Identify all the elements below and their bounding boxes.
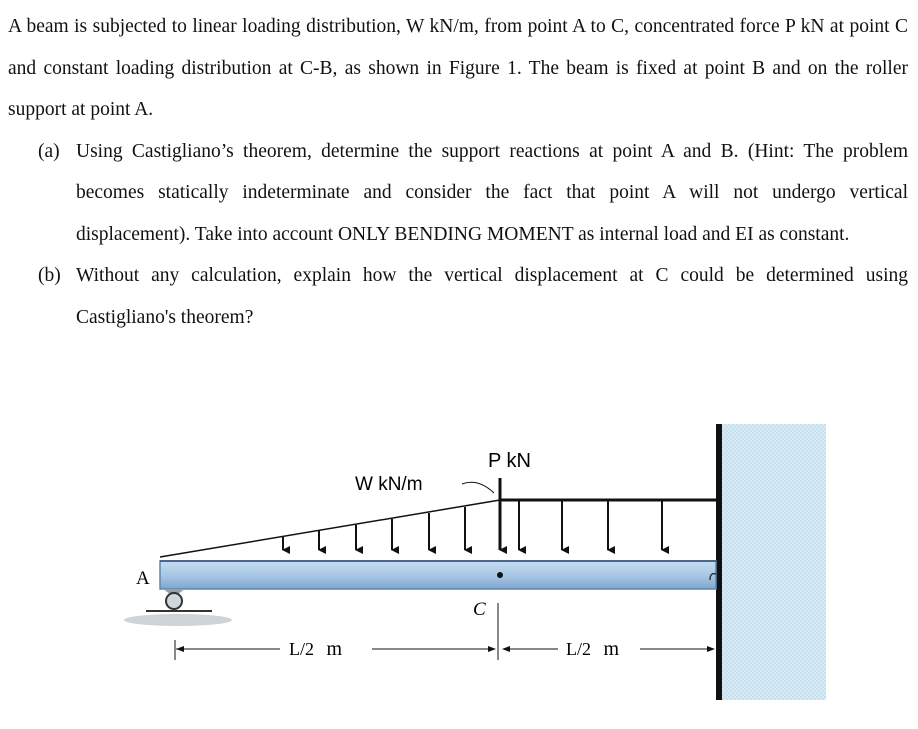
fixed-wall [722,424,826,700]
linear-load [160,478,716,557]
part-a-text: Using Castigliano’s theorem, determine the support reactions at point A and B. (Hint: The problem becomes statically indeterminate and consider the fact that point A will not undergo vertical displacement). Take into account ONLY BENDING MOMENT as internal load and EI as constant. [76,140,908,245]
part-b [8,255,908,338]
beam [160,561,716,589]
part-b-label: (b) [38,265,61,286]
load-arrows [283,500,662,550]
dim-left [289,638,343,660]
point-load-label: P kN [488,450,531,472]
point-c-dot [497,572,503,578]
part-b-text: Without any calculation, explain how the vertical displacement at C could be determined using Castigliano's theorem? [76,265,908,328]
dim-left-label: L/2 [289,639,314,659]
dimension-lines [175,640,712,660]
beam-figure [0,380,918,729]
part-a-label: (a) [38,140,60,162]
part-a [8,131,908,256]
dim-right [566,638,620,660]
roller-support-a [124,589,232,626]
problem-statement [8,6,908,338]
point-a-label: A [136,568,150,589]
dim-left-unit: m [326,638,343,660]
distributed-load-label: W kN/m [355,474,423,495]
dim-right-unit: m [603,638,620,660]
problem-intro: A beam is subjected to linear loading distribution, W kN/m, from point A to C, concentrated force P kN at point C and constant loading distribution at C-B, as shown in Figure 1. The beam is fixed at point B and on the roller support at point A. [8,16,908,120]
w-leader [462,482,494,493]
dim-right-label: L/2 [566,639,591,659]
point-c-label: C [473,599,486,620]
